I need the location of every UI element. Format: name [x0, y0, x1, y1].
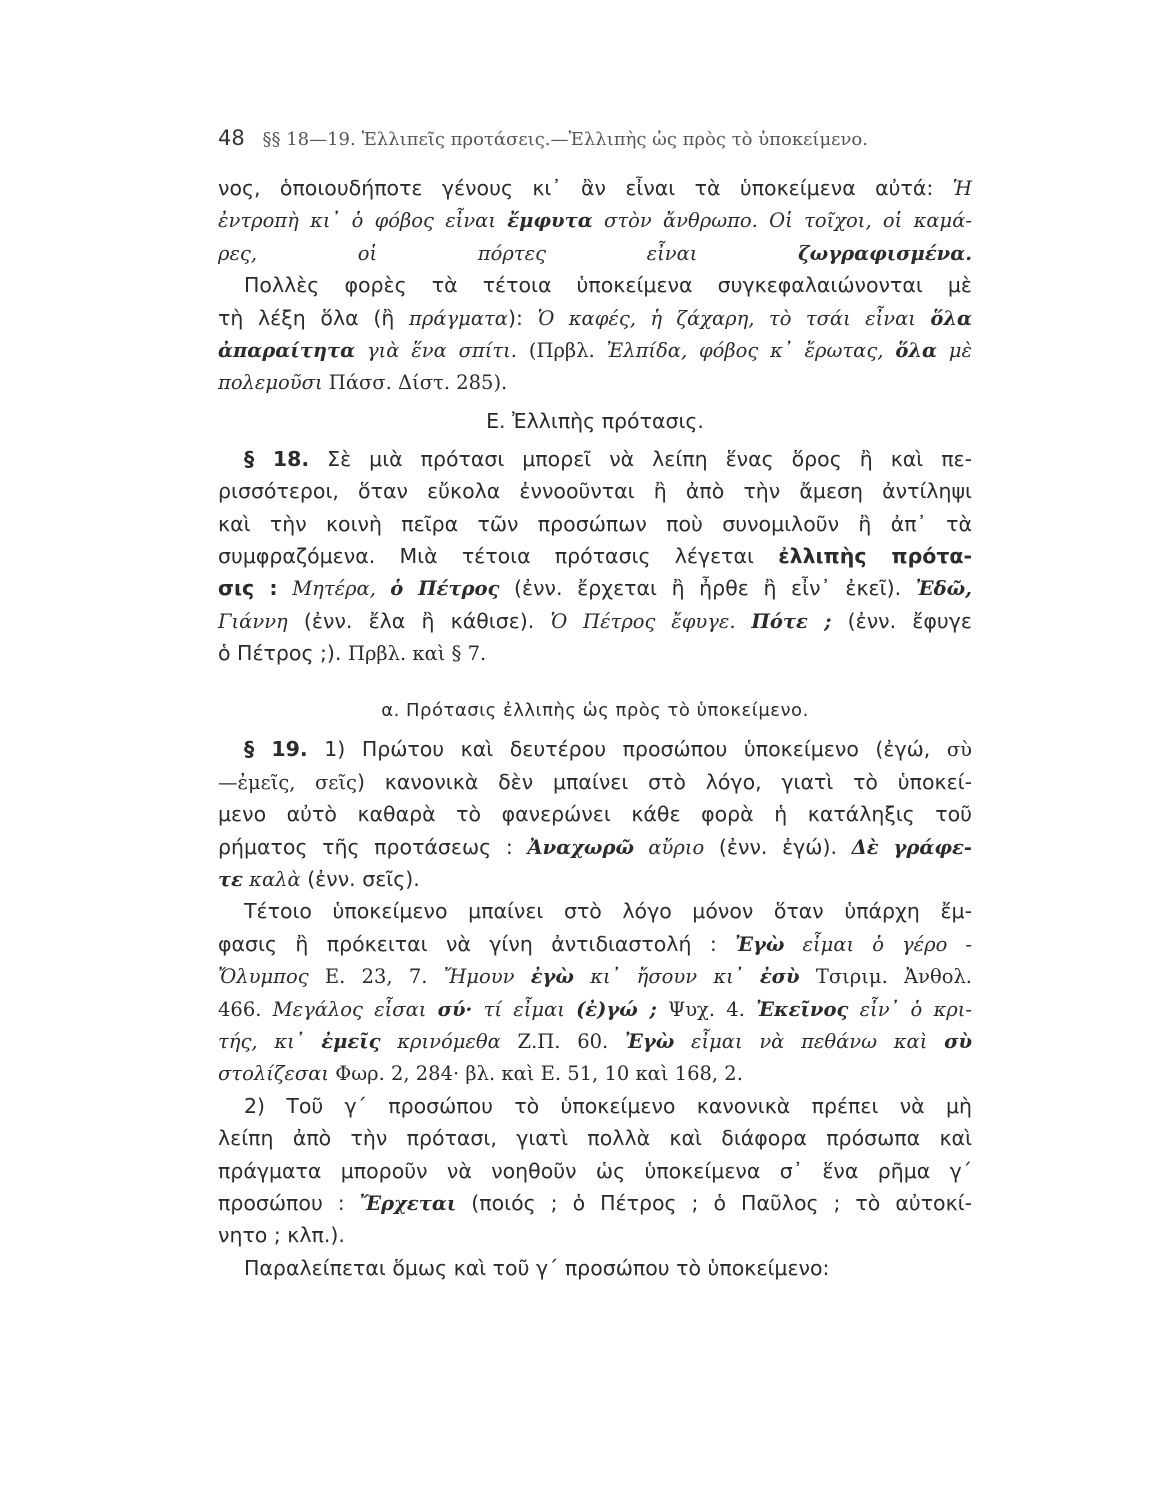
text-segment: σὺ: [944, 1029, 972, 1053]
text-segment: σύ·: [437, 997, 473, 1021]
text-line: [218, 540, 972, 572]
text-segment: Μεγάλος εἶσαι: [272, 997, 438, 1021]
text-segment: (ποιός ; ὁ Πέτρος ; ὁ Παῦλος ; τὸ αὐτοκί-: [456, 1190, 973, 1215]
text-line: [218, 637, 972, 669]
text-line: [218, 508, 972, 540]
text-line: [218, 1090, 972, 1122]
text-segment: ρισσότεροι, ὅταν εὔκολα ἐννοοῦνται ἢ ἀπὸ τὴν ἄμεση ἀντίληψι: [218, 479, 972, 504]
text-segment: (ἐνν. ἔρχεται ἢ ἦρθε ἢ εἶν᾽ ἐκεῖ).: [499, 576, 916, 601]
text-segment: (Πρβλ.: [517, 338, 607, 362]
text-segment: Ἐγὼ: [624, 1029, 675, 1053]
text-line: [218, 928, 972, 960]
text-segment: καὶ τὴν κοινὴ πεῖρα τῶν προσώπων ποὺ συνομιλοῦν ἢ ἀπ᾽ τὰ: [218, 511, 972, 536]
text-segment: Παραλείπεται ὅμως καὶ τοῦ γ´ προσώπου τὸ ὑποκείμενο:: [244, 1255, 830, 1280]
text-segment: 466.: [218, 997, 273, 1021]
text-segment: τε: [218, 868, 243, 892]
text-segment: τὴ λέξη ὅλα (ἢ: [218, 305, 410, 330]
text-segment: ρες, οἱ πόρτες εἶναι: [218, 241, 799, 265]
text-segment: νος, ὁποιουδήποτε γένους κι᾽ ἂν εἶναι τὰ ὑποκείμενα αὐτά:: [218, 176, 953, 200]
text-segment: νητο ; κλπ.).: [218, 1223, 345, 1248]
text-line: [218, 302, 972, 334]
text-line: [218, 895, 972, 927]
text-segment: προσώπου :: [218, 1190, 360, 1215]
body-text: [218, 172, 972, 1284]
text-segment: εἶν᾽ ὁ κρι-: [848, 997, 972, 1021]
text-segment: Ὁ καφές, ἡ ζάχαρη, τὸ τσάι εἶναι: [537, 306, 931, 330]
text-segment: ) κανονικὰ δὲν μπαίνει στὸ λόγο, γιατὶ τὸ ὑποκεί-: [356, 769, 972, 794]
text-line: [218, 172, 972, 204]
text-segment: αὔριο: [634, 835, 705, 859]
text-segment: ἔμφυτα: [507, 209, 593, 233]
text-segment: Ἡ: [952, 177, 972, 200]
text-segment: Ὁ Πέτρος ἔφυγε.: [550, 609, 752, 633]
text-segment: Γιάννη: [218, 609, 288, 633]
text-line: [218, 605, 972, 637]
text-segment: ):: [507, 305, 538, 330]
section-heading-e: Ε. Ἐλλιπὴς πρότασις.: [486, 408, 704, 433]
text-line: [218, 1155, 972, 1187]
text-line: [218, 366, 972, 398]
text-segment: ἐσὺ: [759, 965, 800, 989]
text-segment: Ε. 23, 7.: [308, 965, 444, 989]
text-line: [218, 237, 972, 269]
text-segment: εἶμαι νὰ πεθάνω καὶ: [674, 1029, 945, 1053]
text-segment: Ψυχ. 4.: [656, 997, 757, 1021]
text-segment: Ἀναχωρῶ: [527, 835, 635, 859]
text-segment: ὁ Πέτρος ;).: [218, 641, 348, 666]
text-line: [218, 993, 972, 1025]
text-segment: Τσιριμ. Ἀνθολ.: [799, 965, 972, 989]
text-segment: Τέτοιο ὑποκείμενο μπαίνει στὸ λόγο μόνον ὅταν ὑπάρχη ἔμ-: [244, 899, 972, 924]
text-segment: λείπη ἀπὸ τὴν πρότασι, γιατὶ πολλὰ καὶ διάφορα πρόσωπα καὶ: [218, 1126, 972, 1151]
text-segment: Ὄλυμπος: [218, 965, 309, 989]
text-line: [218, 1187, 972, 1219]
text-segment: § 18.: [244, 446, 310, 471]
text-segment: Δὲ γράφε-: [851, 835, 972, 859]
paragraph-19: [218, 733, 972, 895]
text-line: [218, 572, 972, 604]
text-segment: πράγματα μποροῦν νὰ νοηθοῦν ὡς ὑποκείμενα σ᾽ ἕνα ρῆμα γ´: [218, 1158, 972, 1183]
text-line: [218, 443, 972, 475]
text-segment: σὺ: [946, 738, 972, 762]
text-segment: φασις ἢ πρόκειται νὰ γίνη ἀντιδιαστολή :: [218, 931, 736, 956]
text-segment: 1) Πρώτου καὶ δευτέρου προσώπου ὑποκείμενο (ἐγώ,: [307, 737, 947, 762]
text-line: [218, 1025, 972, 1057]
paragraph-continuation: [218, 172, 972, 399]
text-line: [218, 960, 972, 992]
text-segment: κρινόμεθα: [380, 1029, 501, 1053]
text-segment: ἐγὼ: [530, 965, 574, 989]
text-segment: πολεμοῦσι: [218, 371, 323, 395]
text-segment: (ἐνν. ἔφυγε: [831, 608, 972, 633]
paragraph-19-emphasis: [218, 895, 972, 1089]
text-line: [218, 1057, 972, 1089]
text-segment: μὲ: [937, 338, 972, 362]
text-line: [218, 1252, 972, 1284]
text-segment: κι᾽ ἤσουν κι᾽: [573, 965, 760, 989]
page-number: 48: [218, 126, 245, 150]
text-segment: Ἐγὼ: [735, 932, 785, 956]
paragraph-18: [218, 443, 972, 670]
text-segment: [278, 576, 293, 600]
text-line: [218, 1219, 972, 1251]
text-segment: στολίζεσαι: [218, 1062, 330, 1086]
text-segment: ἐλλιπὴς πρότα-: [778, 543, 973, 568]
text-line: [218, 766, 972, 798]
section-heading-a: α. Πρότασις ἐλλιπὴς ὡς πρὸς τὸ ὑποκείμενο.: [381, 700, 809, 722]
text-line: [218, 269, 972, 301]
text-segment: γιὰ ἕνα σπίτι.: [355, 338, 518, 362]
text-segment: πράγματα: [409, 306, 508, 330]
text-segment: Σὲ μιὰ πρότασι μπορεῖ νὰ λείπη ἕνας ὅρος ἢ καὶ πε-: [309, 446, 973, 471]
text-segment: ἐμεῖς: [321, 1029, 381, 1053]
paragraph-19-omission: [218, 1252, 972, 1284]
text-segment: Πρβλ. καὶ § 7.: [347, 642, 487, 666]
text-line: [218, 733, 972, 765]
text-segment: Ἐδῶ,: [915, 577, 972, 601]
text-segment: Ἔρχεται: [359, 1191, 457, 1215]
text-segment: Ἤμουν: [443, 965, 531, 989]
running-head: [218, 126, 868, 150]
text-segment: (ἐνν. ἐγώ).: [704, 834, 852, 859]
text-line: [218, 1122, 972, 1154]
text-segment: —ἐμεῖς, σεῖς: [218, 770, 357, 794]
text-segment: ἀπαραίτητα: [218, 338, 356, 362]
text-segment: § 19.: [244, 737, 308, 762]
text-segment: 2) Τοῦ γ´ προσώπου τὸ ὑποκείμενο κανονικὰ πρέπει νὰ μὴ: [244, 1093, 972, 1118]
text-segment: τής, κι᾽: [218, 1029, 322, 1053]
text-segment: μενο αὐτὸ καθαρὰ τὸ φανερώνει κάθε φορὰ ἡ κατάληξις τοῦ: [218, 802, 972, 827]
text-segment: Ἐλπίδα, φόβος κ᾽ ἔρωτας,: [606, 338, 896, 362]
text-line: [218, 863, 972, 895]
text-segment: Ζ.Π. 60.: [500, 1029, 625, 1053]
text-segment: ὅλα: [895, 338, 937, 362]
text-segment: Μητέρα,: [292, 577, 391, 601]
text-segment: τί εἶμαι: [472, 997, 577, 1021]
text-line: [218, 334, 972, 366]
text-segment: Ἐκεῖνος: [756, 997, 849, 1021]
text-segment: Πάσσ. Δίστ. 285).: [322, 371, 508, 395]
text-segment: ρήματος τῆς προτάσεως :: [218, 834, 528, 859]
text-segment: ἐντροπὴ κι᾽ ὁ φόβος εἶναι: [218, 209, 508, 233]
text-segment: Πολλὲς φορὲς τὰ τέτοια ὑποκείμενα συγκεφαλαιώνονται μὲ: [244, 273, 972, 298]
text-segment: ὁ Πέτρος: [390, 577, 500, 601]
text-segment: ὅλα: [930, 306, 973, 330]
text-line: [218, 798, 972, 830]
text-segment: (ἐνν. ἔλα ἢ κάθισε).: [287, 608, 551, 633]
text-segment: ζωγραφισμένα.: [798, 241, 972, 265]
paragraph-19-third-person: [218, 1090, 972, 1252]
text-line: [218, 831, 972, 863]
text-segment: συμφραζόμενα. Μιὰ τέτοια πρότασις λέγεται: [218, 543, 779, 568]
text-segment: Πότε ;: [751, 609, 832, 633]
text-segment: σις :: [218, 576, 278, 601]
text-segment: καλὰ: [242, 868, 301, 892]
text-segment: (ἐ)γώ ;: [576, 997, 657, 1021]
text-line: [218, 475, 972, 507]
running-title: §§ 18—19. Ἐλλιπεῖς προτάσεις.—Ἐλλιπὴς ὡς πρὸς τὸ ὑποκείμενο.: [262, 129, 868, 150]
text-segment: εἶμαι ὁ γέρο -: [784, 932, 972, 956]
text-line: [218, 204, 972, 236]
text-segment: Φωρ. 2, 284· βλ. καὶ Ε. 51, 10 καὶ 168, 2.: [329, 1062, 743, 1086]
text-segment: (ἐνν. σεῖς).: [300, 867, 420, 892]
text-segment: στὸν ἄνθρωπο. Οἱ τοῖχοι, οἱ καμά-: [592, 209, 972, 233]
